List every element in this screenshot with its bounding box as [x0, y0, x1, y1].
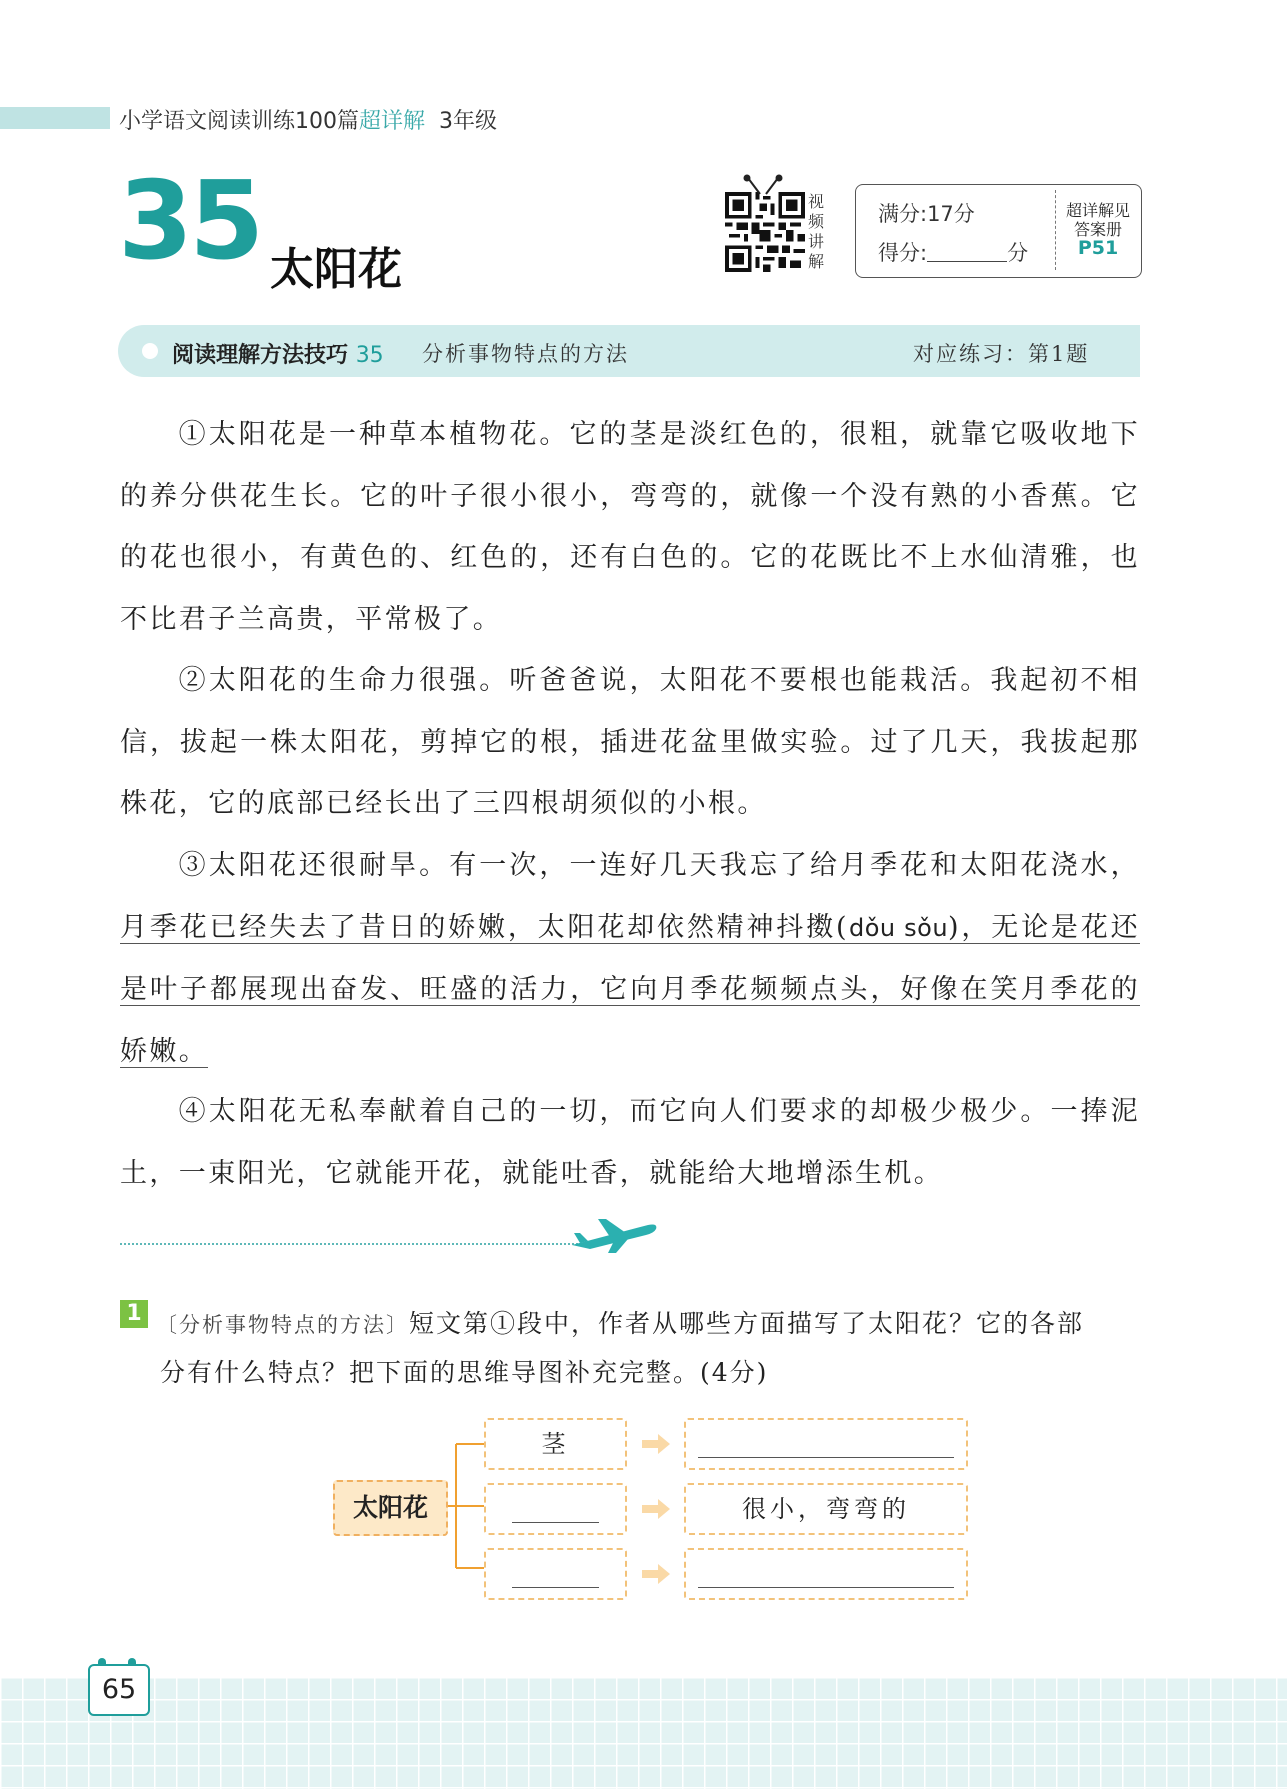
- section-divider: [120, 1243, 590, 1245]
- footer-grid: [0, 1677, 1287, 1789]
- method-subtitle: 分析事物特点的方法: [422, 342, 629, 366]
- banner-bullet-icon: [142, 343, 158, 359]
- mindmap-aspect-blank-2: [484, 1483, 627, 1535]
- answer-blank[interactable]: [698, 1457, 954, 1458]
- underlined-text: 月季花已经失去了昔日的娇嫩，太阳花却依然精神抖擞(: [120, 911, 849, 943]
- score-got: [878, 237, 1028, 267]
- aspect-label: 茎: [541, 1430, 570, 1458]
- answer-blank[interactable]: [512, 1522, 599, 1523]
- feature-label: 很小，弯弯的: [742, 1495, 910, 1523]
- paragraph-text: ②太阳花的生命力很强。听爸爸说，太阳花不要根也能栽活。我起初不相信，拔起一株太阳花，剪掉它的根，插进花盆里做实验。过了几天，我拔起那株花，它的底部已经长出了三四根胡须似的小根。: [120, 665, 1140, 819]
- score-got-unit: 分: [1007, 241, 1029, 265]
- mindmap-connector: [444, 1440, 486, 1576]
- airplane-icon: [570, 1215, 660, 1255]
- tv-antenna-icon: [738, 174, 788, 196]
- full-score: 满分:17分: [878, 202, 975, 226]
- lesson-number: 35: [118, 159, 261, 284]
- lesson-title: 太阳花: [270, 244, 402, 295]
- method-number: 35: [355, 343, 384, 368]
- pinyin-annotation: dǒu sǒu: [848, 913, 949, 942]
- passage-paragraph-4: [120, 1081, 1140, 1204]
- practice-reference: 对应练习：第1题: [913, 342, 1090, 366]
- qr-label-char: 视: [808, 192, 825, 211]
- mindmap-aspect-blank-3: [484, 1548, 627, 1600]
- arrow-right-icon: [642, 1564, 670, 1584]
- method-title: [172, 338, 384, 369]
- qr-code-icon[interactable]: [725, 192, 805, 272]
- answer-ref-line2: 答案册: [1073, 220, 1122, 239]
- underlined-sentence: [120, 912, 1140, 1068]
- question-line-2: 分有什么特点？把下面的思维导图补充完整。(4分): [160, 1358, 769, 1387]
- question-number-badge: 1: [120, 1300, 148, 1328]
- header-accent-bar: [0, 107, 110, 129]
- score-divider: [1055, 190, 1056, 270]
- passage-paragraph-2: [120, 650, 1140, 835]
- book-grade: 3年级: [439, 109, 498, 134]
- mindmap-root: 太阳花: [333, 1480, 448, 1536]
- paragraph-text: ①太阳花是一种草本植物花。它的茎是淡红色的，很粗，就靠它吸收地下的养分供花生长。它的叶子很小很小，弯弯的，就像一个没有熟的小香蕉。它的花也很小，有黄色的、红色的，还有白色的。它的花既比不上水仙清雅，也不比君子兰高贵，平常极了。: [120, 419, 1140, 635]
- question-text: [156, 1295, 1140, 1354]
- qr-label-char: 讲: [808, 232, 825, 251]
- qr-label: [808, 192, 826, 272]
- score-got-label: 得分:: [878, 241, 928, 265]
- mindmap-aspect-stem: [484, 1418, 627, 1470]
- score-input-blank[interactable]: [927, 243, 1007, 262]
- underlined-text: )，无论是花还是叶子都展现出奋发、旺盛的活力，它向月季花频频点头，好像在笑月季花的娇嫩。: [120, 911, 1140, 1067]
- question-line-1: 短文第①段中，作者从哪些方面描写了太阳花？它的各部: [409, 1309, 1085, 1338]
- mindmap-feature-blank-3: [684, 1548, 968, 1600]
- passage-paragraph-1: [120, 404, 1140, 650]
- answer-ref-line1: 超详解见: [1065, 201, 1130, 220]
- answer-page: P51: [1077, 237, 1119, 259]
- paragraph-text: ④太阳花无私奉献着自己的一切，而它向人们要求的却极少极少。一捧泥土，一束阳光，它就能开花，就能吐香，就能给大地增添生机。: [120, 1096, 1140, 1189]
- qr-label-char: 解: [808, 252, 825, 271]
- book-header: [119, 104, 497, 135]
- method-title-text: 阅读理解方法技巧: [172, 343, 349, 368]
- book-title: 小学语文阅读训练100篇: [119, 109, 359, 134]
- arrow-right-icon: [642, 1499, 670, 1519]
- answer-blank[interactable]: [698, 1587, 954, 1588]
- answer-blank[interactable]: [512, 1587, 599, 1588]
- qr-label-char: 频: [808, 212, 825, 231]
- question-tag: 〔分析事物特点的方法〕: [156, 1313, 409, 1337]
- mindmap-feature-leaf: [684, 1483, 968, 1535]
- book-highlight: 超详解: [359, 109, 426, 134]
- arrow-right-icon: [642, 1434, 670, 1454]
- passage-paragraph-3: [120, 835, 1140, 1082]
- paragraph-text: ③太阳花还很耐旱。有一次，一连好几天我忘了给月季花和太阳花浇水，: [178, 850, 1140, 881]
- answer-reference: [1058, 201, 1138, 258]
- page-number: 65: [88, 1664, 150, 1716]
- mindmap-feature-blank-1: [684, 1418, 968, 1470]
